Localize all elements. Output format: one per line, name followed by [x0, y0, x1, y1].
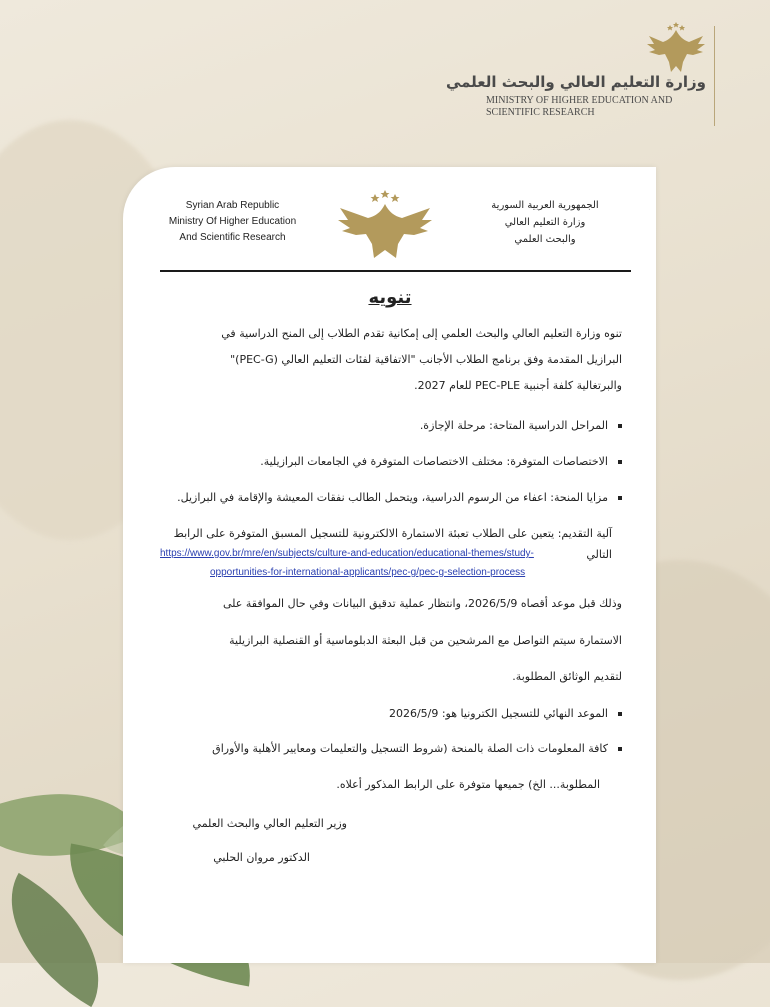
bullet-text: مزايا المنحة: اعفاء من الرسوم الدراسية، ويتحمل الطالب نفقات المعيشة والإقامة في البرازيل.: [177, 491, 608, 504]
header-line: Ministry Of Higher Education: [168, 216, 297, 227]
intro-line: تنوه وزارة التعليم العالي والبحث العلمي إلى إمكانية تقدم الطلاب إلى المنح الدراسية في: [221, 327, 622, 340]
header-line: وزارة التعليم العالي: [504, 217, 586, 228]
bullet-icon: [618, 712, 622, 716]
signature-name: الدكتور مروان الحلبي: [213, 851, 310, 864]
ministry-name-en-line: SCIENTIFIC RESEARCH: [486, 107, 595, 118]
deadline-paragraph-line: وذلك قبل موعد أقصاه 2026/5/9، وانتظار عملية تدقيق البيانات وفي حال الموافقة على: [223, 597, 622, 610]
bullet-text: كافة المعلومات ذات الصلة بالمنحة (شروط التسجيل والتعليمات ومعايير الأهلية والأوراق: [212, 742, 608, 755]
ministry-name-en-line: MINISTRY OF HIGHER EDUCATION AND: [486, 95, 673, 106]
bullet-icon: [618, 424, 622, 428]
deadline-paragraph-line: الاستمارة سيتم التواصل مع المرشحين من قبل البعثة الدبلوماسية أو القنصلية البرازيلية: [229, 634, 622, 647]
bullet-text: المراحل الدراسية المتاحة: مرحلة الإجازة.: [419, 419, 608, 432]
registration-link-cont[interactable]: opportunities-for-international-applicants/pec-g/pec-g-selection-process: [210, 567, 526, 578]
intro-line: البرازيل المقدمة وفق برنامج الطلاب الأجانب "الاتفاقية لفئات التعليم العالي (PEC-G)": [230, 353, 622, 366]
application-mechanism-cont: التالي: [586, 548, 612, 561]
bullet-icon: [618, 460, 622, 464]
header-line: الجمهورية العربية السورية: [491, 200, 599, 211]
info-bullet-cont: المطلوبة... الخ) جميعها متوفرة على الرابط المذكور أعلاه.: [336, 778, 600, 791]
vertical-divider: [714, 26, 715, 126]
header-line: والبحث العلمي: [514, 234, 576, 245]
bullet-item: [420, 419, 622, 432]
ministry-name-en: [486, 95, 706, 119]
intro-line: والبرتغالية كلفة أجنبية PEC-PLE للعام 2027.: [414, 379, 622, 392]
info-bullet: [212, 742, 622, 755]
bullet-item: [260, 455, 622, 468]
document-title: تنويه: [368, 287, 412, 308]
bullet-text: الموعد النهائي للتسجيل الكترونيا هو: 2026/5/9: [388, 707, 608, 720]
eagle-emblem-icon: [645, 22, 707, 74]
bullet-icon: [618, 747, 622, 751]
header-line: And Scientific Research: [179, 232, 286, 243]
header-english: [150, 198, 315, 246]
registration-link[interactable]: https://www.gov.br/mre/en/subjects/culture-and-education/educational-themes/study-: [160, 548, 534, 559]
header-arabic: [475, 197, 615, 248]
header-divider: [160, 270, 631, 272]
ministry-name-ar: وزارة التعليم العالي والبحث العلمي: [445, 73, 706, 91]
bullet-item: [177, 491, 622, 504]
deadline-bullet: [389, 707, 622, 720]
deadline-paragraph-line: لتقديم الوثائق المطلوبة.: [512, 670, 622, 683]
header-line: Syrian Arab Republic: [185, 200, 280, 211]
bullet-text: الاختصاصات المتوفرة: مختلف الاختصاصات المتوفرة في الجامعات البرازيلية.: [260, 455, 608, 468]
syrian-eagle-icon: [336, 190, 434, 260]
application-mechanism: آلية التقديم: يتعين على الطلاب تعبئة الاستمارة الالكترونية للتسجيل المسبق المتوفرة على الرابط: [173, 527, 612, 540]
bullet-icon: [618, 496, 622, 500]
signature-title: وزير التعليم العالي والبحث العلمي: [192, 817, 347, 830]
